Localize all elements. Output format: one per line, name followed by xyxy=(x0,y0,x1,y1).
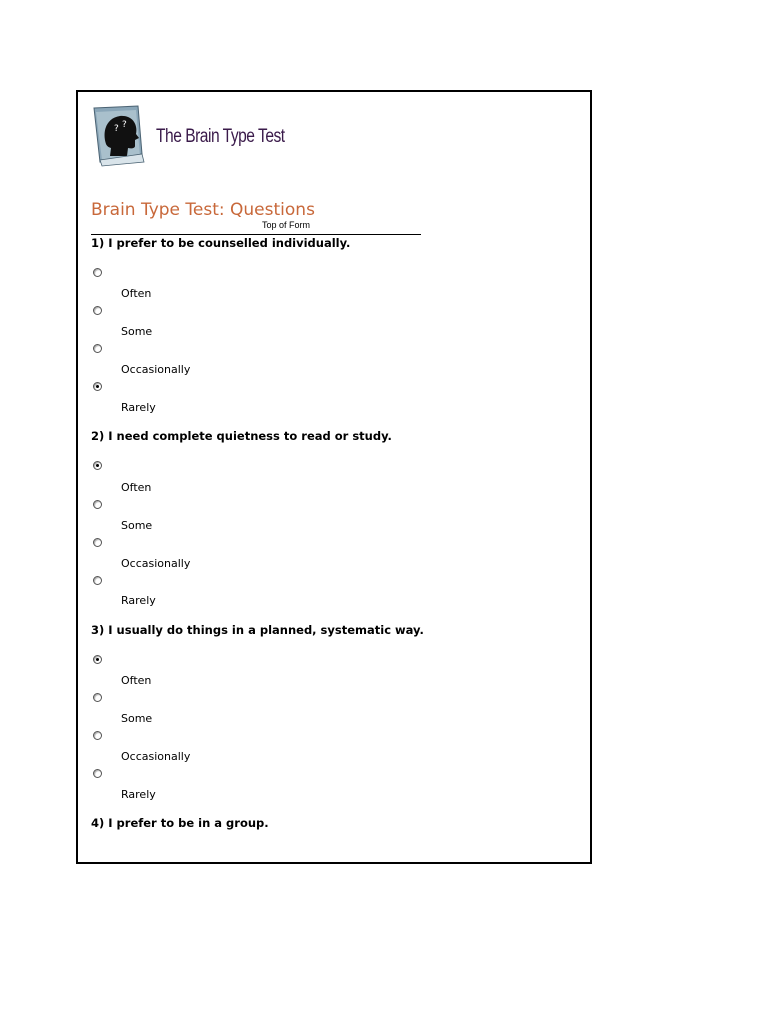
logo-text: The Brain Type Test xyxy=(156,126,285,147)
q2-radio-often[interactable] xyxy=(93,461,102,470)
q1-radio-often[interactable] xyxy=(93,268,102,277)
option-label: Some xyxy=(121,519,153,532)
q1-radio-rarely[interactable] xyxy=(93,382,102,391)
option-label: Often xyxy=(121,287,152,300)
q2-radio-occasionally[interactable] xyxy=(93,538,102,547)
option-label: Occasionally xyxy=(121,363,191,376)
question-text: 4) I prefer to be in a group. xyxy=(91,816,269,830)
option-label: Occasionally xyxy=(121,750,191,763)
q3-radio-rarely[interactable] xyxy=(93,769,102,778)
option-label: Often xyxy=(121,481,152,494)
q3-radio-occasionally[interactable] xyxy=(93,731,102,740)
option-label: Occasionally xyxy=(121,557,191,570)
q2-radio-some[interactable] xyxy=(93,500,102,509)
q1-radio-some[interactable] xyxy=(93,306,102,315)
page-title: Brain Type Test: Questions xyxy=(91,200,315,220)
q1-radio-occasionally[interactable] xyxy=(93,344,102,353)
option-label: Often xyxy=(121,674,152,687)
document-page xyxy=(76,90,592,864)
q3-radio-often[interactable] xyxy=(93,655,102,664)
option-label: Rarely xyxy=(121,401,156,414)
svg-text:?: ? xyxy=(114,124,119,134)
logo xyxy=(92,104,285,168)
form-divider xyxy=(91,234,421,235)
q3-radio-some[interactable] xyxy=(93,693,102,702)
option-label: Some xyxy=(121,712,153,725)
option-label: Rarely xyxy=(121,788,156,801)
question-text: 3) I usually do things in a planned, systematic way. xyxy=(91,623,424,637)
svg-text:?: ? xyxy=(122,120,127,130)
top-of-form-label: Top of Form xyxy=(262,220,311,230)
q2-radio-rarely[interactable] xyxy=(93,576,102,585)
option-label: Rarely xyxy=(121,594,156,607)
question-text: 2) I need complete quietness to read or study. xyxy=(91,429,392,443)
head-question-icon xyxy=(92,104,150,168)
option-label: Some xyxy=(121,325,153,338)
question-text: 1) I prefer to be counselled individually. xyxy=(91,236,351,250)
